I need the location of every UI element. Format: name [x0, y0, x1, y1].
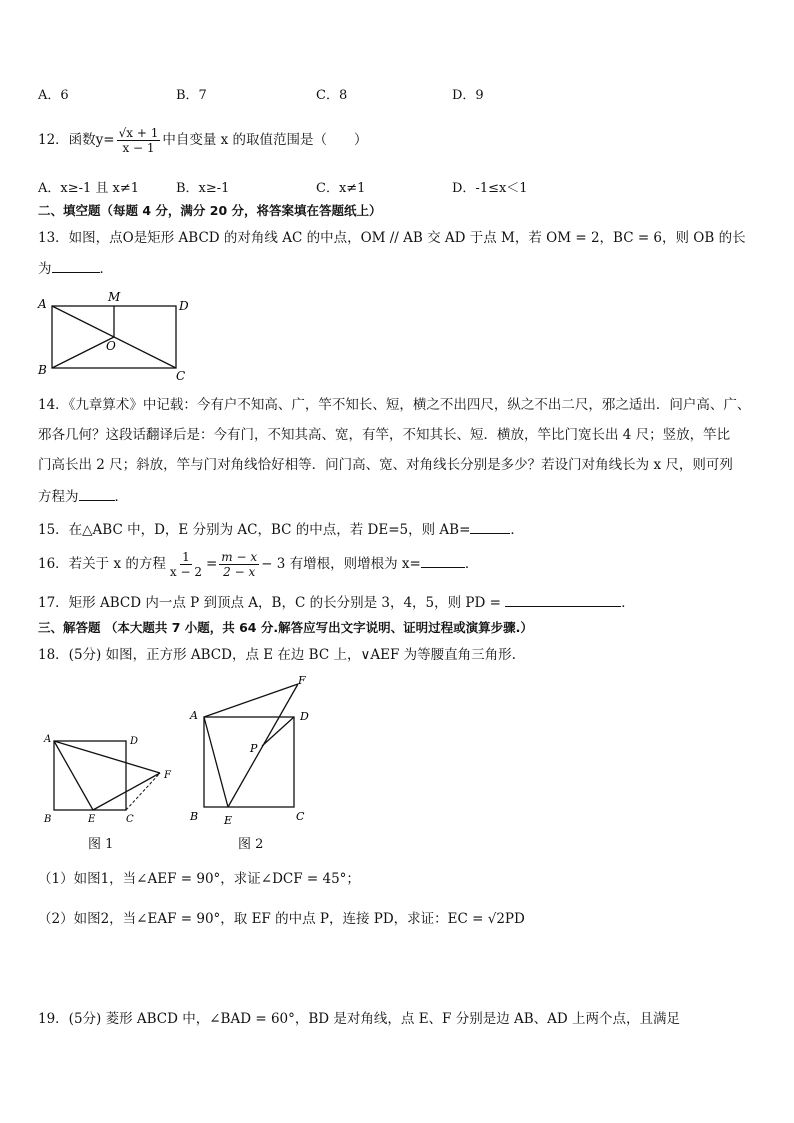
fig2-label-p: P: [250, 742, 258, 755]
q12-option-c: C．x≠1: [316, 181, 366, 196]
q13-label-d: D: [179, 299, 189, 313]
q18-part-1: （1）如图1，当∠AEF = 90°，求证∠DCF = 45°；: [38, 871, 360, 887]
q14-line-4: 方程为 ．: [38, 489, 128, 505]
q13-label-m: M: [108, 290, 121, 304]
q13-label-c: C: [176, 369, 186, 380]
q16-suffix: − 3 有增根，则增根为 x=: [261, 556, 421, 572]
fig2-label-c: C: [296, 810, 305, 823]
q12-option-a: A．x≥-1 且 x≠1: [38, 181, 140, 196]
q11-option-a: A．6: [38, 88, 69, 103]
q13-answer-blank: [52, 260, 100, 273]
fig2-label-a: A: [190, 709, 198, 722]
q13-label-a: A: [38, 297, 47, 311]
q18-figure-2-caption: 图 2: [238, 837, 264, 852]
fig1-label-d: D: [130, 736, 139, 747]
q12-denominator: x − 1: [122, 141, 155, 155]
q16-frac2-denominator: 2 − x: [223, 565, 256, 579]
q17-stem: 17．矩形 ABCD 内一点 P 到顶点 A，B，C 的长分别是 3，4，5，则 PD = ．: [38, 595, 635, 611]
q11-option-c: C．8: [316, 88, 348, 103]
fig2-label-b: B: [190, 810, 199, 823]
fig1-label-b: B: [44, 814, 52, 825]
fig1-label-e: E: [88, 814, 96, 825]
fig2-label-e: E: [224, 814, 233, 827]
q18-figure-1: [40, 730, 190, 830]
q15-stem: 15．在△ABC 中，D，E 分别为 AC，BC 的中点，若 DE=5，则 AB= ．: [38, 522, 524, 538]
q14-line-3: 门高长出 2 尺；斜放，竿与门对角线恰好相等．问门高、宽、对角线长分别是多少？若设门对角线长为 x 尺，则可列: [38, 457, 733, 473]
q16-prefix: 16．若关于 x 的方程: [38, 556, 166, 572]
q16-stem: 16．若关于 x 的方程 $\frac{1}{x - 2}$ = $\frac{m - x}{2 - x}$ − 3 有增根，则增根为 x= ．: [38, 550, 479, 579]
q18-figure-2: [186, 672, 326, 832]
fig1-label-f: F: [164, 770, 171, 781]
q16-frac1-denominator: x − 2: [169, 565, 202, 579]
q13-label-o: O: [106, 339, 116, 353]
fig2-label-d: D: [300, 710, 309, 723]
q12-option-b: B．x≥-1: [176, 181, 230, 196]
q11-option-b: B．7: [176, 88, 207, 103]
q16-equals: =: [205, 556, 218, 572]
q13-rectangle-figure: [34, 288, 194, 380]
q11-option-d: D．9: [452, 88, 484, 103]
q14-line-1: 14．《九章算术》中记载：今有户不知高、广，竿不知长、短，横之不出四尺，纵之不出二尺，邪之适出．问户高、广、: [38, 397, 751, 413]
fig2-label-f: F: [298, 674, 306, 687]
q16-frac2-numerator: m − x: [221, 550, 258, 564]
q15-text: 15．在△ABC 中，D，E 分别为 AC，BC 的中点，若 DE=5，则 AB=: [38, 522, 471, 538]
q19-stem: 19．(5分) 菱形 ABCD 中，∠BAD = 60°，BD 是对角线，点 E、F 分别是边 AB、AD 上两个点，且满足: [38, 1011, 681, 1027]
q18-figure-1-caption: 图 1: [88, 837, 114, 852]
q16-frac1-numerator: 1: [182, 550, 190, 564]
q13-line-2-text: 为: [38, 261, 52, 277]
q14-line-4-text: 方程为: [38, 489, 79, 505]
q16-fraction-1: [168, 550, 204, 579]
q15-answer-blank: [470, 521, 510, 534]
fig1-label-c: C: [126, 814, 134, 825]
q16-answer-blank: [421, 555, 465, 568]
q13-label-b: B: [38, 363, 47, 377]
fig1-label-a: A: [44, 734, 52, 745]
section-3-heading: 三、解答题 （本大题共 7 小题，共 64 分.解答应写出文字说明、证明过程或演算步骤.）: [38, 620, 533, 635]
q12-fraction: [117, 126, 161, 155]
q18-stem: 18．(5分) 如图，正方形 ABCD，点 E 在边 BC 上，∨AEF 为等腰直角三角形.: [38, 647, 516, 663]
q12-stem: [38, 122, 368, 158]
q12-prefix: 12．函数y=: [38, 132, 115, 148]
q17-answer-blank: [505, 594, 621, 607]
section-2-heading: 二、填空题（每题 4 分，满分 20 分，将答案填在答题纸上）: [38, 203, 382, 218]
q14-answer-blank: [79, 488, 115, 501]
q12-numerator: √x + 1: [118, 126, 159, 140]
q13-line-1: 13．如图，点O是矩形 ABCD 的对角线 AC 的中点，OM // AB 交 AD 于点 M，若 OM = 2，BC = 6，则 OB 的长: [38, 230, 746, 246]
q13-line-2: 为 ．: [38, 261, 113, 277]
q12-option-d: D．-1≤x＜1: [452, 181, 528, 196]
q14-line-2: 邪各几何？这段话翻译后是：今有门，不知其高、宽，有竿，不知其长、短．横放，竿比门宽长出 4 尺；竖放，竿比: [38, 427, 731, 443]
q12-suffix: 中自变量 x 的取值范围是（ ）: [162, 132, 368, 148]
q17-text: 17．矩形 ABCD 内一点 P 到顶点 A，B，C 的长分别是 3，4，5，则 PD =: [38, 595, 501, 611]
q18-part-2: （2）如图2，当∠EAF = 90°，取 EF 的中点 P，连接 PD，求证：EC = √2PD: [38, 911, 525, 927]
q16-fraction-2: [219, 550, 259, 579]
